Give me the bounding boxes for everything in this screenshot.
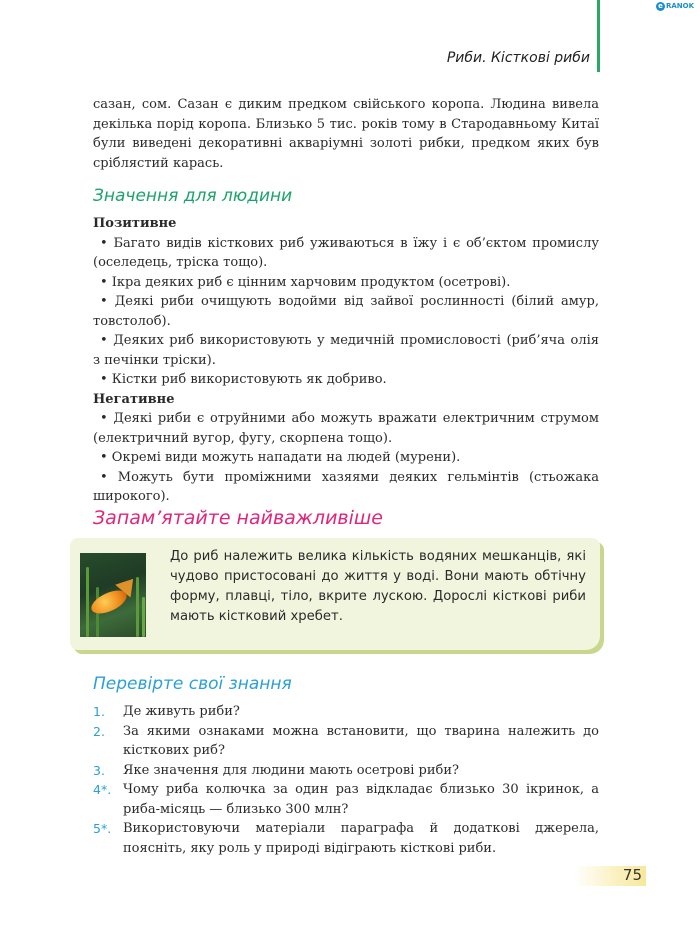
- remember-heading: Запам’ятайте найважливіше: [93, 507, 383, 529]
- question-number: 5*.: [93, 821, 112, 836]
- question-number: 3.: [93, 762, 105, 778]
- question-text: За якими ознаками можна встановити, що тварина належить до кісткових риб?: [123, 723, 599, 758]
- positive-item: • Багато видів кісткових риб уживаються в їжу і є об’єктом промислу (оселедець, тріска тощо).: [93, 235, 599, 270]
- positive-label: Позитивне: [93, 216, 177, 231]
- question-item: [93, 780, 599, 819]
- remember-callout: [70, 538, 600, 650]
- questions-list: [93, 702, 599, 858]
- positive-item: • Деякі риби очищують водойми від зайвої рослинності (білий амур, товстолоб).: [93, 294, 599, 329]
- question-number: 1.: [93, 704, 105, 719]
- positive-item: • Кістки риб використовують як добриво.: [100, 372, 387, 387]
- page-number-tab: [574, 866, 646, 886]
- question-text: Яке значення для людини мають осетрові риби?: [123, 762, 459, 778]
- negative-item: • Можуть бути проміжними хазяями деяких гельмінтів (стьожака широкого).: [93, 469, 599, 504]
- question-number: 2.: [93, 723, 105, 739]
- publisher-logo-icon: e: [656, 2, 665, 11]
- remember-text: До риб належить велика кількість водяних мешканців, які чудово пристосовані до життя у воді. Вони мають обтічну форму, плавці, тіло, вкрите лускою. Дорослі кісткові риби мають кістковий хребет.: [170, 549, 586, 624]
- page-number: 75: [622, 866, 642, 884]
- running-head: Риби. Кісткові риби: [446, 50, 590, 66]
- significance-content: [93, 214, 599, 507]
- question-text: Чому риба колючка за один раз відкладає близько 30 ікринок, а риба-місяць — близько 300 млн?: [123, 782, 599, 817]
- intro-paragraph: сазан, сом. Сазан є диким предком свійського коропа. Людина вивела декілька порід коропа. Близько 5 тис. років тому в Стародавньому Китаї були виведені декоративні акваріумні золоті рибки, предком яких був сріблястий карась.: [93, 97, 599, 171]
- question-item: [93, 722, 599, 761]
- question-text: Використовуючи матеріали параграфа й додаткові джерела, поясніть, яку роль у природі відіграють кісткові риби.: [123, 821, 599, 856]
- goldfish-photo-icon: [80, 553, 146, 637]
- negative-item: • Деякі риби є отруйними або можуть вражати електричним струмом (електричний вугор, фугу, скорпена тощо).: [93, 411, 599, 446]
- question-item: [93, 702, 599, 722]
- publisher-logo: e RANOK: [656, 2, 694, 11]
- negative-label: Негативне: [93, 391, 175, 407]
- check-knowledge-heading: Перевірте свої знання: [93, 674, 292, 694]
- question-item: [93, 819, 599, 858]
- question-number: 4*.: [93, 782, 112, 797]
- question-item: [93, 761, 599, 781]
- significance-heading: Значення для людини: [93, 186, 293, 206]
- header-accent-bar: [597, 0, 600, 72]
- negative-item: • Окремі види можуть нападати на людей (мурени).: [100, 450, 461, 465]
- question-text: Де живуть риби?: [123, 704, 240, 719]
- positive-item: • Деяких риб використовують у медичній промисловості (риб’яча олія з печінки тріски).: [93, 333, 599, 368]
- positive-item: • Ікра деяких риб є цінним харчовим продуктом (осетрові).: [100, 274, 511, 290]
